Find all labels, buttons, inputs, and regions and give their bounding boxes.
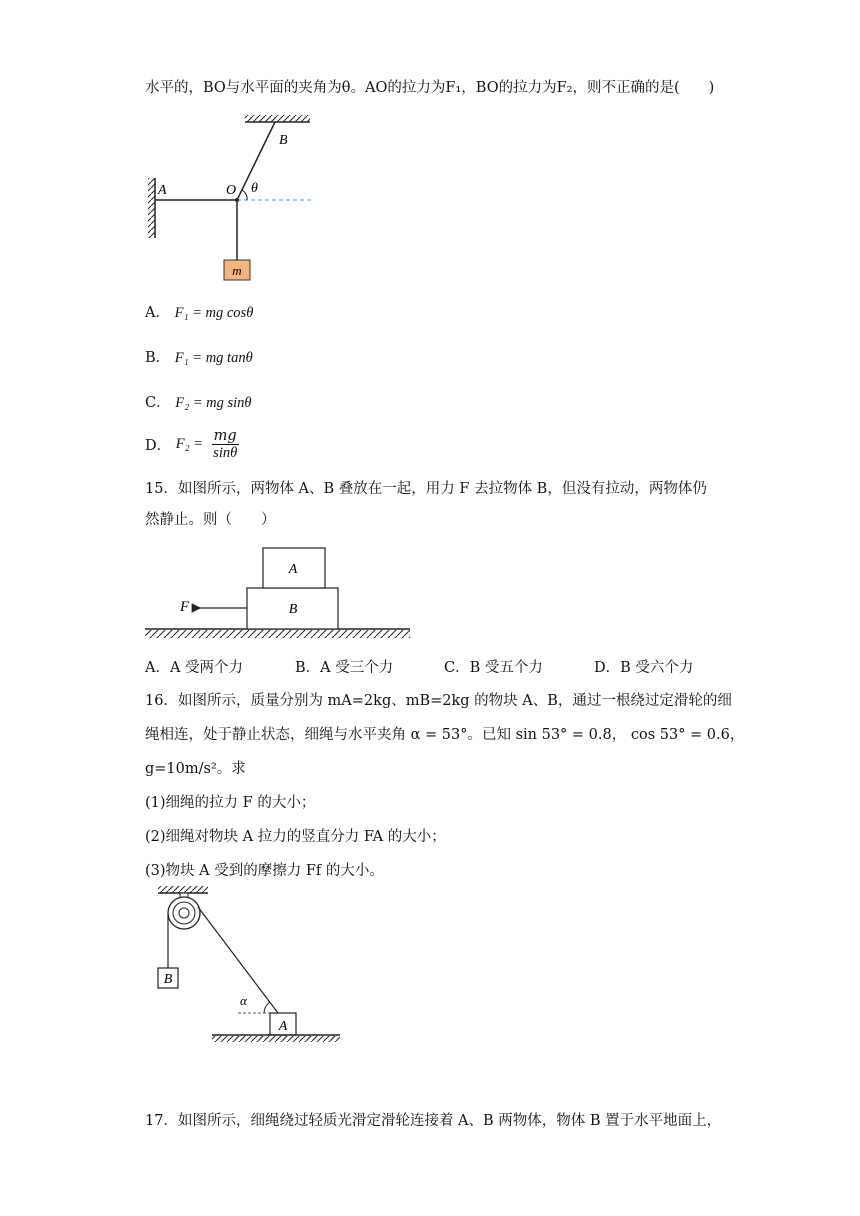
label-m: m xyxy=(232,263,242,278)
q16-line3: g=10m/s²。求 xyxy=(145,761,246,777)
label-B: B xyxy=(163,972,173,987)
option-formula: F₁ = mg tanθ xyxy=(174,350,253,366)
label-F: F xyxy=(180,599,190,615)
q15-option-d[interactable]: D．B 受六个力 xyxy=(594,660,694,676)
label-B: B xyxy=(288,602,298,617)
q14-option-d[interactable]: D． F₂ = $\frac{mg}{\sin\theta}$ xyxy=(145,428,238,461)
option-formula: F₂ = mg sinθ xyxy=(175,395,252,411)
label-alpha: α xyxy=(240,993,247,1008)
label-A: A xyxy=(158,183,167,198)
label-theta: θ xyxy=(251,181,258,196)
q15-option-a[interactable]: A．A 受两个力 xyxy=(145,660,244,676)
label-B: B xyxy=(279,133,288,148)
q15-line1: 15．如图所示，两物体 A、B 叠放在一起，用力 F 去拉物体 B，但没有拉动，两物体仍 xyxy=(145,481,707,497)
label-O: O xyxy=(226,183,237,198)
q16-sub2: (2)细绳对物块 A 拉力的竖直分力 FA 的大小； xyxy=(145,829,446,845)
q16-sub1: (1)细绳的拉力 F 的大小； xyxy=(145,795,316,811)
q14-option-a[interactable]: A． F₁ = mg cosθ xyxy=(145,305,254,321)
q16-sub3: (3)物块 A 受到的摩擦力 Ff 的大小。 xyxy=(145,863,384,879)
label-A: A xyxy=(288,562,298,577)
q15-line2: 然静止。则（ ） xyxy=(145,512,276,528)
q15-option-b[interactable]: B．A 受三个力 xyxy=(295,660,394,676)
q14-option-b[interactable]: B． F₁ = mg tanθ xyxy=(145,350,253,366)
q16-figure xyxy=(150,885,350,1045)
q17-line1: 17．如图所示，细绳绕过轻质光滑定滑轮连接着 A、B 两物体，物体 B 置于水平地面上， xyxy=(145,1113,722,1129)
q14-option-c[interactable]: C． F₂ = mg sinθ xyxy=(145,395,252,411)
q14-intro: 水平的，BO与水平面的夹角为θ。AO的拉力为F₁，BO的拉力为F₂，则不正确的是( ) xyxy=(145,80,715,96)
q15-option-c[interactable]: C．B 受五个力 xyxy=(444,660,543,676)
q16-line2: 绳相连，处于静止状态，细绳与水平夹角 α = 53°。已知 sin 53° = 0.8， cos 53° = 0.6， xyxy=(145,727,745,743)
fraction: $\frac{mg}{\sin\theta}$ xyxy=(213,428,238,461)
option-formula: F₁ = mg cosθ xyxy=(174,305,254,321)
label-A: A xyxy=(278,1019,288,1034)
q14-figure xyxy=(145,110,345,290)
q15-figure xyxy=(145,545,415,640)
q16-line1: 16．如图所示，质量分别为 mA=2kg、mB=2kg 的物块 A、B，通过一根绕过定滑轮的细 xyxy=(145,693,732,709)
